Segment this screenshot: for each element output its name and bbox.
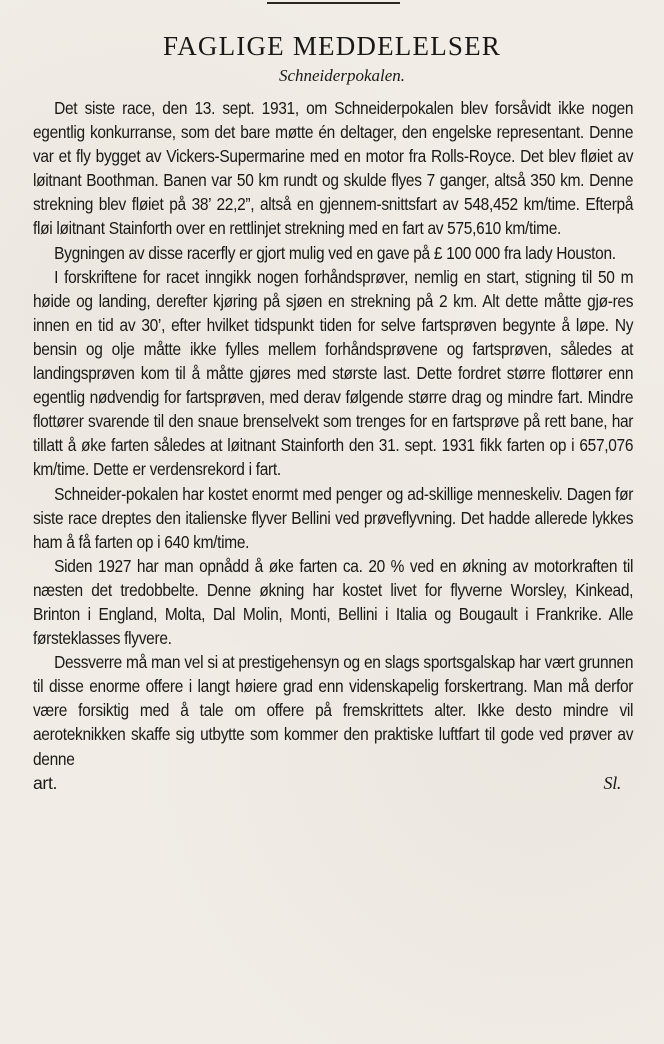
paragraph-funding: Bygningen av disse racerfly er gjort mulig ved en gave på £ 100 000 fra lady Houston.: [54, 242, 616, 263]
author-signature: Sl.: [603, 772, 621, 793]
paragraph-conclusion: Dessverre må man vel si at prestigehensyn og en slags sportsgalskap har vært grunnen til disse enorme offere i langt høiere grad enn videnskapelig forskertrang. Man må derfor være forsiktig med å tale om offere på fremskrittets alter. Ikke desto mindre vil aeroteknikken skaffe sig utbytte som kommer den praktiske luftfart til gode ved prøver av denne: [33, 652, 634, 769]
closing-line: [33, 771, 621, 795]
paragraph-progress: Siden 1927 har man opnådd å øke farten ca. 20 % ved en økning av motorkraften til næsten det tredobbelte. Denne økning har kostet livet for flyverne Worsley, Kinkead, Brinton i England, Molta, Dal Molin, Monti, Bellini i Italia og Bougault i Frankrike. Alle førsteklasses flyvere.: [33, 555, 634, 649]
section-title: FAGLIGE MEDDELELSER: [162, 31, 502, 61]
closing-word: art.: [33, 772, 58, 793]
paragraph-race-report: Det siste race, den 13. sept. 1931, om Schneiderpokalen blev forsåvidt ikke nogen egentlig konkurranse, som det bare møtte én deltager, den engelske representant. Denne var et fly bygget av Vickers-Supermarine med en motor fra Rolls-Royce. Det blev fløiet av løitnant Boothman. Banen var 50 km rundt og skulde flyes 7 ganger, altså 350 km. Denne strekning blev fløiet på 38’ 22,2”, altså en gjennem-snittsfart av 548,452 km/time. Efterpå fløi løitnant Stainforth over en rettlinjet strekning med en fart av 575,610 km/time.: [33, 98, 634, 239]
article-subtitle: Schneiderpokalen.: [278, 66, 406, 85]
paragraph-costs: Schneider-pokalen har kostet enormt med penger og ad-skillige menneskeliv. Dagen før siste race dreptes den italienske flyver Bellini ved prøveflyvning. Det hadde allerede lykkes ham å få farten op i 640 km/time.: [33, 483, 634, 552]
article-body: [33, 96, 633, 795]
paragraph-rules: I forskriftene for racet inngikk nogen forhåndsprøver, nemlig en start, stigning til 50 m høide og landing, derefter kjøring på sjøen en strekning på 2 km. Alt dette måtte gjø-res innen en tid av 30’, efter hvilket tidspunkt tiden for selve fartsprøven begynte å løpe. Ny bensin og olje måtte ikke fylles mellem forhåndsprøvene og fartsprøven, således at landingsprøven kom til å måtte gjøres med største last. Dette fordret større flottører enn egentlig nødvendig for fartsprøven, med derav følgende større drag og mindre fart. Mindre flottører svarende til den snaue brenselvekt som trenges for en fartsprøve på rett bane, har tillatt å øke farten således at løitnant Stainforth den 31. sept. 1931 fikk farten op i 657,076 km/time. Dette er verdensrekord i fart.: [33, 266, 634, 480]
top-rule-divider: [267, 2, 400, 4]
